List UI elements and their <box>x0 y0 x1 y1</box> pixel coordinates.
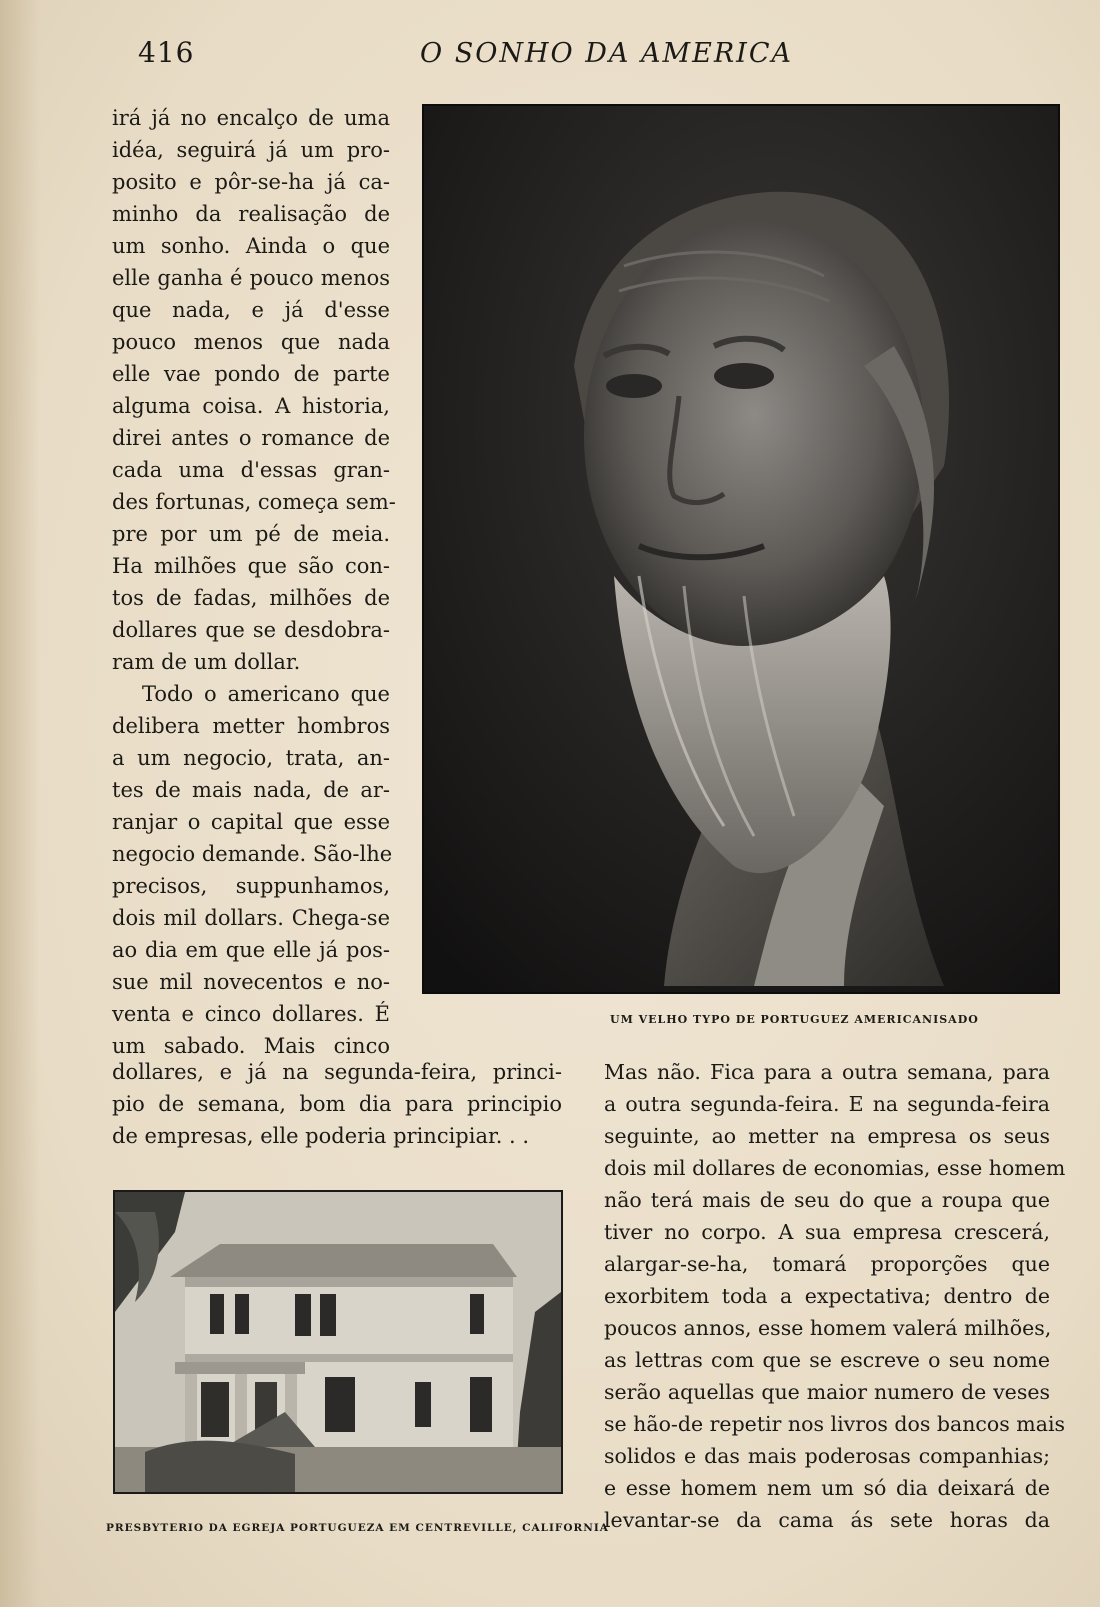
house-caption: PRESBYTERIO DA EGREJA PORTUGUEZA EM CENTREVILLE, CALIFORNIA <box>106 1522 609 1534</box>
text-line: exorbitem toda a expectativa; dentro de <box>604 1284 1050 1308</box>
text-line: tos de fadas, milhões de <box>112 586 390 610</box>
text-line: dois mil dollares de economias, esse homem <box>604 1156 1066 1180</box>
text-line: dollares, e já na segunda-feira, princi- <box>112 1060 562 1084</box>
text-line: se hão-de repetir nos livros dos bancos mais <box>604 1412 1066 1436</box>
text-line: precisos, suppunhamos, <box>112 874 390 898</box>
text-line: tes de mais nada, de ar- <box>112 778 390 802</box>
text-line: pio de semana, bom dia para principio <box>112 1092 562 1116</box>
text-line: pouco menos que nada <box>112 330 390 354</box>
text-line: dollares que se desdobra- <box>112 618 390 642</box>
wide-left-text <box>112 1056 562 1152</box>
page-number: 416 <box>138 36 195 69</box>
text-line: elle vae pondo de parte <box>112 362 390 386</box>
text-line: de empresas, elle poderia principiar. . . <box>112 1124 530 1148</box>
text-line: a outra segunda-feira. E na segunda-feira <box>604 1092 1050 1116</box>
text-line: posito e pôr-se-ha já ca- <box>112 170 390 194</box>
text-line: minho da realisação de <box>112 202 390 226</box>
page-header <box>0 36 1100 76</box>
text-line: dois mil dollars. Chega-se <box>112 906 390 930</box>
portrait-image <box>424 106 1058 992</box>
text-line: pre por um pé de meia. <box>112 522 390 546</box>
text-line: idéa, seguirá já um pro- <box>112 138 390 162</box>
text-line: não terá mais de seu do que a roupa que <box>604 1188 1050 1212</box>
text-line: direi antes o romance de <box>112 426 390 450</box>
text-line: e esse homem nem um só dia deixará de <box>604 1476 1050 1500</box>
text-line: negocio demande. São-lhe <box>112 842 393 866</box>
text-line: que nada, e já d'esse <box>112 298 390 322</box>
text-line: tiver no corpo. A sua empresa crescerá, <box>604 1220 1050 1244</box>
text-line: venta e cinco dollares. É <box>112 1002 390 1026</box>
text-line: Todo o americano que <box>142 682 390 706</box>
text-line: ram de um dollar. <box>112 650 301 674</box>
text-line: Mas não. Fica para a outra semana, para <box>604 1060 1050 1084</box>
house-photo <box>113 1190 563 1494</box>
house-image <box>115 1192 561 1492</box>
text-line: cada uma d'essas gran- <box>112 458 390 482</box>
text-line: elle ganha é pouco menos <box>112 266 390 290</box>
text-line: irá já no encalço de uma <box>112 106 390 130</box>
text-line: um sonho. Ainda o que <box>112 234 390 258</box>
text-line: a um negocio, trata, an- <box>112 746 390 770</box>
text-line: des fortunas, começa sem- <box>112 490 396 514</box>
right-column-text <box>604 1056 1066 1536</box>
left-column-text <box>112 102 396 1062</box>
text-line: serão aquellas que maior numero de veses <box>604 1380 1050 1404</box>
portrait-photo <box>422 104 1060 994</box>
text-line: levantar-se da cama ás sete horas da <box>604 1508 1050 1532</box>
text-line: alargar-se-ha, tomará proporções que <box>604 1252 1050 1276</box>
text-line: sue mil novecentos e no- <box>112 970 390 994</box>
text-line: as lettras com que se escreve o seu nome <box>604 1348 1050 1372</box>
text-line: ao dia em que elle já pos- <box>112 938 390 962</box>
text-line: ranjar o capital que esse <box>112 810 390 834</box>
portrait-caption: UM VELHO TYPO DE PORTUGUEZ AMERICANISADO <box>610 1013 979 1026</box>
text-line: solidos e das mais poderosas companhias; <box>604 1444 1050 1468</box>
running-title: O SONHO DA AMERICA <box>420 38 793 69</box>
text-line: alguma coisa. A historia, <box>112 394 390 418</box>
text-line: poucos annos, esse homem valerá milhões, <box>604 1316 1052 1340</box>
binding-shadow <box>0 0 40 1607</box>
text-line: Ha milhões que são con- <box>112 554 390 578</box>
text-line: delibera metter hombros <box>112 714 390 738</box>
text-line: seguinte, ao metter na empresa os seus <box>604 1124 1050 1148</box>
text-line: um sabado. Mais cinco <box>112 1034 390 1058</box>
